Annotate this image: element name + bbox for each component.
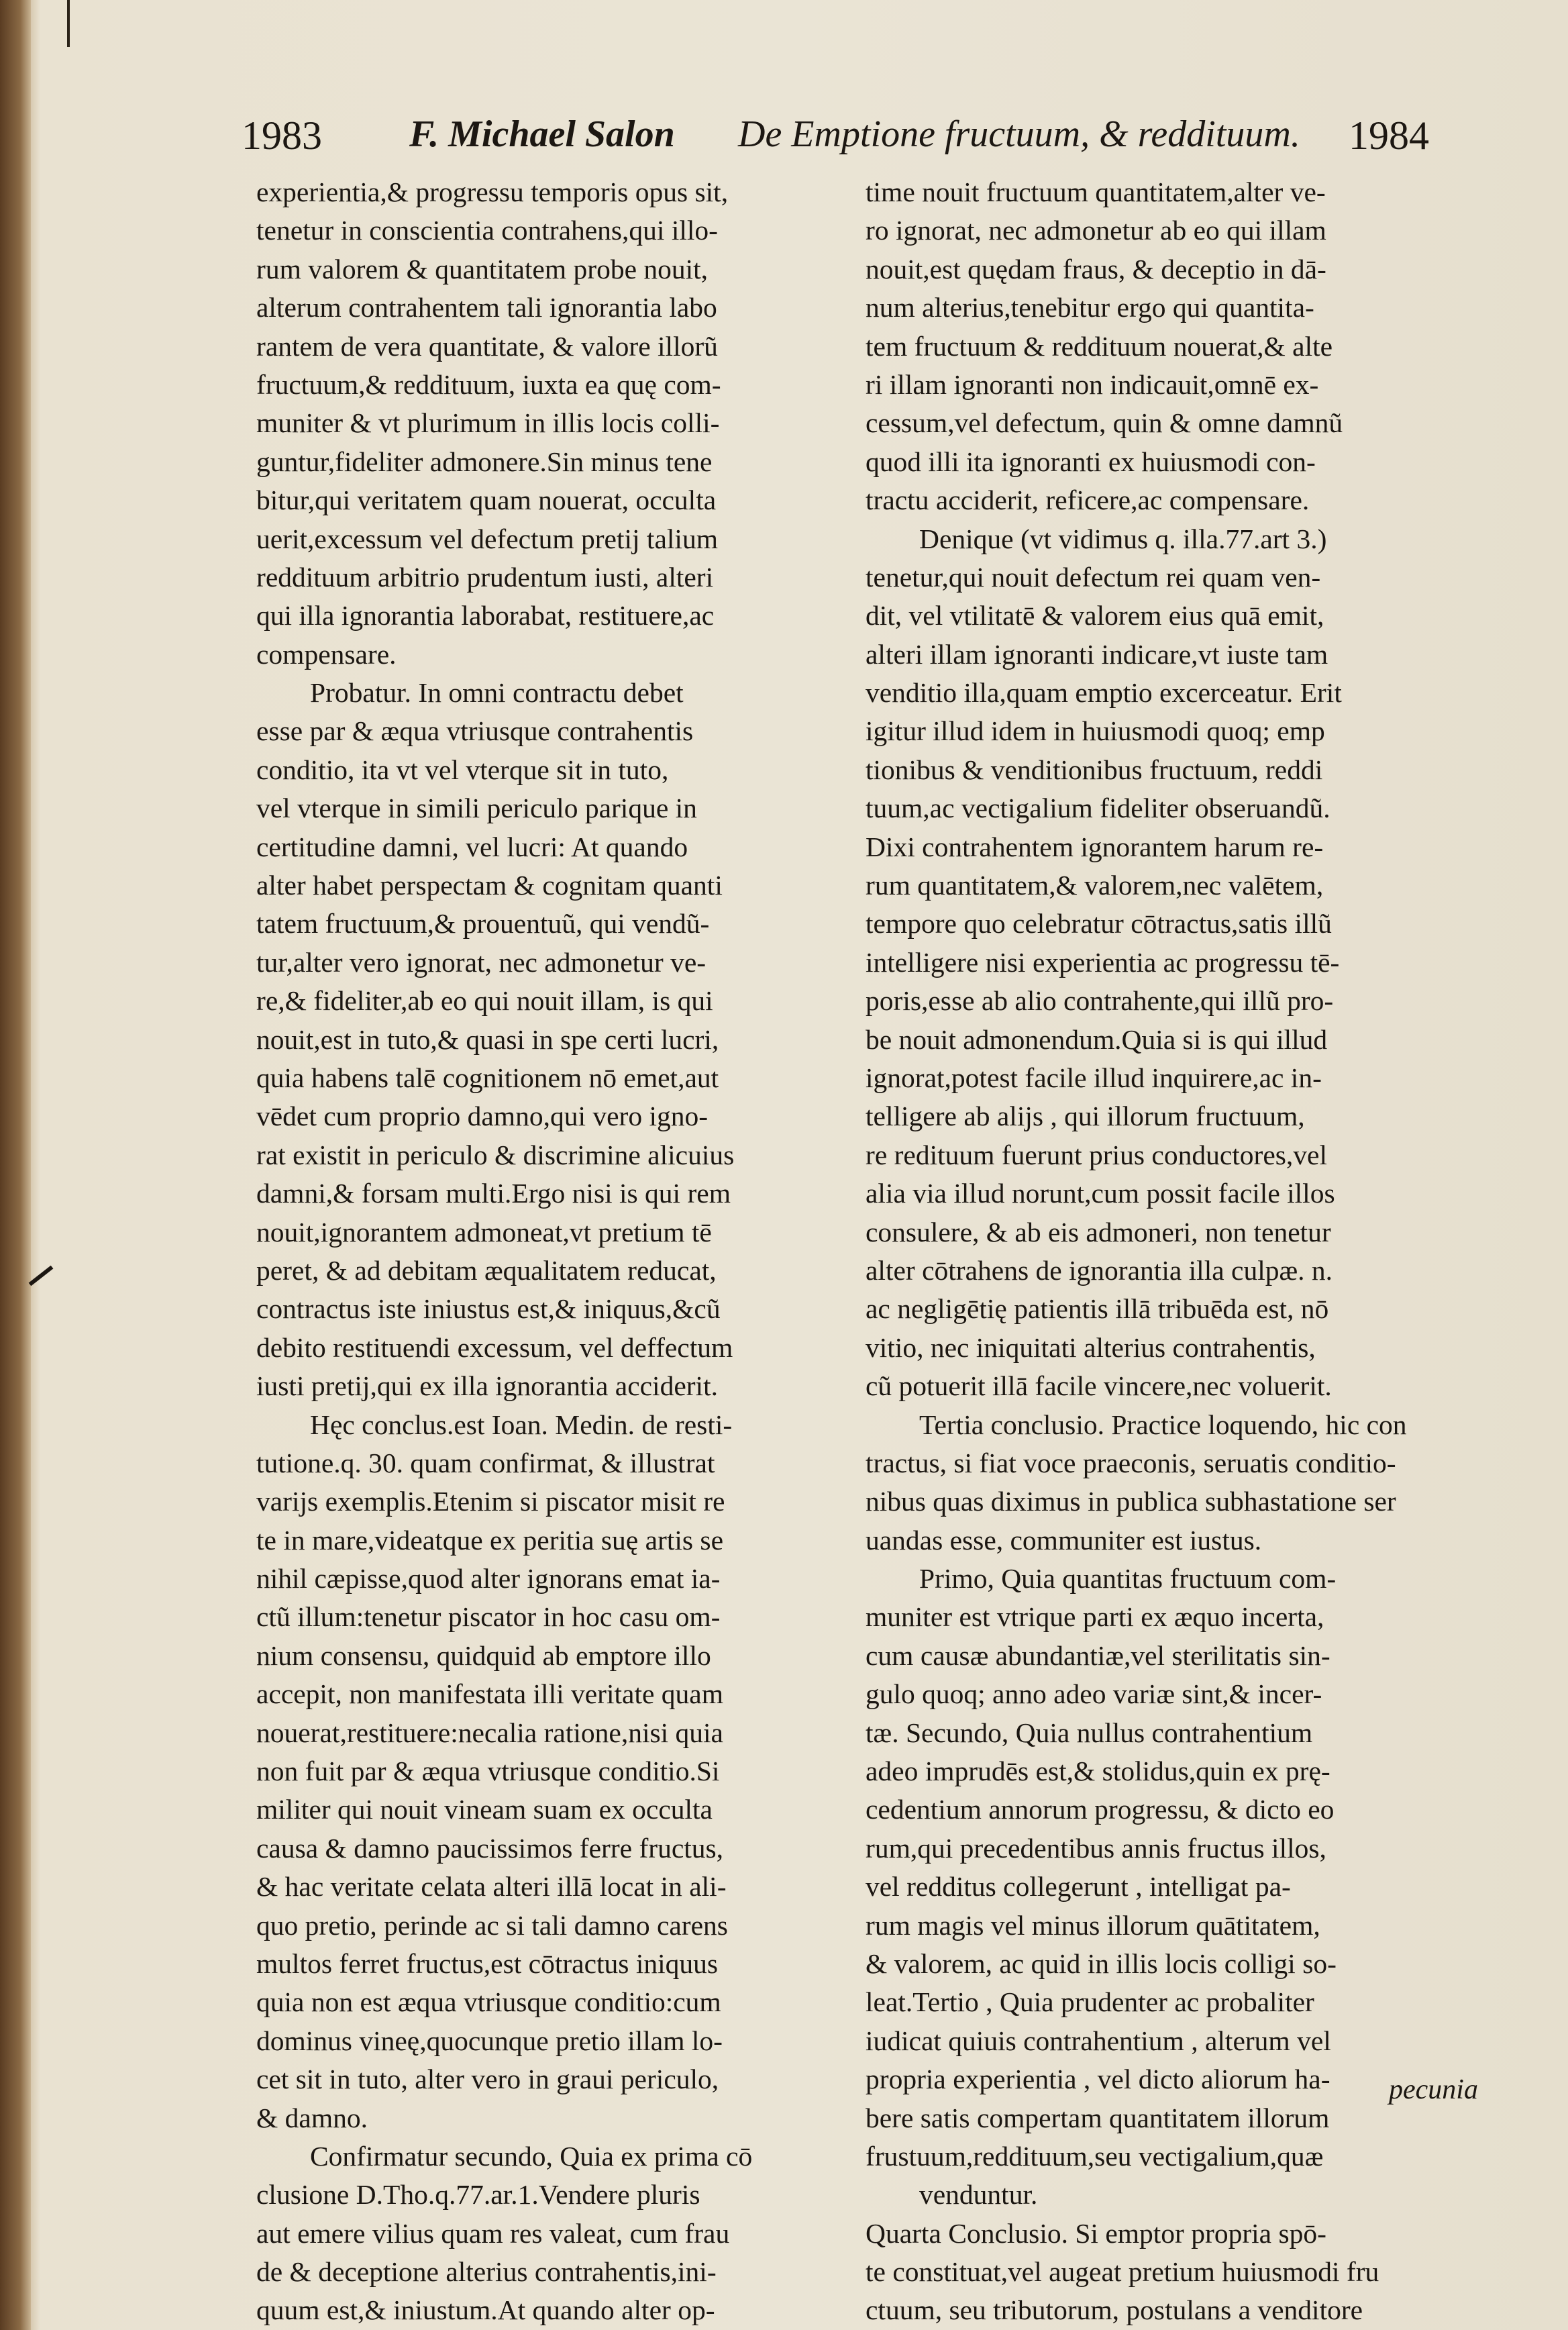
text-line: quia habens talē cognitionem nō emet,aut <box>256 1062 719 1093</box>
text-line: venditio illa,quam emptio excerceatur. Erit <box>866 677 1342 709</box>
text-line: ac negligētię patientis illā tribuēda est, nō <box>866 1293 1329 1325</box>
text-line: re,& fideliter,ab eo qui nouit illam, is qui <box>256 985 713 1017</box>
text-line: clusione D.Tho.q.77.ar.1.Vendere pluris <box>256 2179 700 2211</box>
text-line: dominus vineę,quocunque pretio illam lo- <box>256 2025 723 2056</box>
text-line: iusti pretij,qui ex illa ignorantia acciderit. <box>256 1370 718 1402</box>
text-line: Dixi contrahentem ignorantem harum re- <box>866 831 1324 862</box>
margin-stroke <box>29 1266 54 1286</box>
text-line: varijs exemplis.Etenim si piscator misit re <box>256 1486 725 1517</box>
text-line: cet sit in tuto, alter vero in graui periculo, <box>256 2064 719 2095</box>
margin-mark <box>67 0 70 47</box>
text-line: dit, vel vtilitatē & valorem eius quā emit, <box>866 600 1324 631</box>
text-line: reddituum arbitrio prudentum iusti, alteri <box>256 561 714 593</box>
text-line: & valorem, ac quid in illis locis colligi so- <box>866 1947 1337 1979</box>
text-line: telligere ab alijs , qui illorum fructuum, <box>866 1101 1305 1132</box>
book-spine <box>0 0 31 2330</box>
text-line: quia non est æqua vtriusque conditio:cum <box>256 1986 721 2018</box>
text-line: certitudine damni, vel lucri: At quando <box>256 831 688 862</box>
text-line: venduntur. <box>919 2179 1038 2211</box>
text-line: be nouit admonendum.Quia si is qui illud <box>866 1023 1328 1055</box>
text-line: cessum,vel defectum, quin & omne damnũ <box>866 407 1343 439</box>
text-line: ro ignorat, nec admonetur ab eo qui illam <box>866 215 1326 246</box>
text-line: tempore quo celebratur cōtractus,satis illũ <box>866 908 1332 940</box>
text-line: cum causæ abundantiæ,vel sterilitatis sin- <box>866 1639 1330 1671</box>
text-line: damni,& forsam multi.Ergo nisi is qui rem <box>256 1178 731 1209</box>
text-line: non fuit par & æqua vtriusque conditio.Si <box>256 1756 720 1787</box>
text-line: nouit,ignorantem admoneat,vt pretium tē <box>256 1216 712 1248</box>
text-line: uerit,excessum vel defectum pretij talium <box>256 523 718 554</box>
text-line: guntur,fideliter admonere.Sin minus tene <box>256 446 713 477</box>
text-line: rum,qui precedentibus annis fructus illos, <box>866 1832 1326 1864</box>
text-line: gulo quoq; anno adeo variæ sint,& incer- <box>866 1678 1322 1710</box>
text-line: rum magis vel minus illorum quātitatem, <box>866 1909 1320 1941</box>
text-line: militer qui nouit vineam suam ex occulta <box>256 1794 713 1825</box>
text-line: tionibus & venditionibus fructuum, reddi <box>866 754 1323 785</box>
right-text-column <box>866 173 1456 2330</box>
text-line: de & deceptione alterius contrahentis,ini- <box>256 2256 717 2288</box>
text-line: bere satis compertam quantitatem illorum <box>866 2102 1330 2133</box>
text-line: te constituat,vel augeat pretium huiusmodi fru <box>866 2256 1379 2288</box>
text-line: debito restituendi excessum, vel deffectum <box>256 1331 733 1363</box>
text-line: accepit, non manifestata illi veritate quam <box>256 1678 723 1710</box>
text-line: nouit,est in tuto,& quasi in spe certi lucri, <box>256 1023 719 1055</box>
text-line: rum valorem & quantitatem probe nouit, <box>256 253 709 285</box>
text-line: fructuum,& reddituum, iuxta ea quę com- <box>256 368 721 400</box>
text-line: frustuum,reddituum,seu vectigalium,quæ <box>866 2140 1324 2172</box>
text-line: tractus, si fiat voce praeconis, seruatis conditio- <box>866 1447 1396 1478</box>
text-line: tæ. Secundo, Quia nullus contrahentium <box>866 1717 1313 1748</box>
text-line: tenetur in conscientia contrahens,qui illo- <box>256 215 718 246</box>
text-line: te in mare,videatque ex peritia suę artis se <box>256 1524 723 1556</box>
text-line: ri illam ignoranti non indicauit,omnē ex- <box>866 368 1319 400</box>
text-line: alia via illud norunt,cum possit facile illos <box>866 1178 1335 1209</box>
author-heading: F. Michael Salon <box>409 113 675 155</box>
text-line: cũ potuerit illā facile vincere,nec voluerit. <box>866 1370 1332 1402</box>
text-line: bitur,qui veritatem quam nouerat, occulta <box>256 485 717 516</box>
text-line: vitio, nec iniquitati alterius contrahentis, <box>866 1331 1316 1363</box>
text-line: quod illi ita ignoranti ex huiusmodi con- <box>866 446 1316 477</box>
text-line: experientia,& progressu temporis opus sit, <box>256 176 729 207</box>
text-line: Primo, Quia quantitas fructuum com- <box>919 1563 1337 1594</box>
text-line: ignorat,potest facile illud inquirere,ac in- <box>866 1062 1322 1093</box>
text-line: quum est,& iniustum.At quando alter op- <box>256 2294 715 2326</box>
text-line: iudicat quiuis contrahentium , alterum vel <box>866 2025 1331 2056</box>
text-line: propria experientia , vel dicto aliorum ha- <box>866 2064 1330 2095</box>
text-line: tatem fructuum,& prouentuũ, qui vendũ- <box>256 908 710 940</box>
running-title: De Emptione fructuum, & reddituum. <box>738 113 1300 155</box>
left-text-column <box>256 173 833 2330</box>
text-line: muniter & vt plurimum in illis locis colli- <box>256 407 720 439</box>
text-line: aut emere vilius quam res valeat, cum frau <box>256 2217 730 2249</box>
text-line: Quarta Conclusio. Si emptor propria spō- <box>866 2217 1326 2249</box>
right-page-number: 1984 <box>1349 113 1429 158</box>
text-line: esse par & æqua vtriusque contrahentis <box>256 715 694 747</box>
text-line: tutione.q. 30. quam confirmat, & illustrat <box>256 1447 715 1478</box>
text-line: compensare. <box>256 638 397 670</box>
text-line: rat existit in periculo & discrimine alicuius <box>256 1139 735 1170</box>
text-line: Hęc conclus.est Ioan. Medin. de resti- <box>310 1409 733 1440</box>
text-line: consulere, & ab eis admoneri, non tenetur <box>866 1216 1331 1248</box>
text-line: qui illa ignorantia laborabat, restituere,ac <box>256 600 715 631</box>
text-line: vel redditus collegerunt , intelligat pa- <box>866 1871 1291 1903</box>
text-line: time nouit fructuum quantitatem,alter ve- <box>866 176 1326 207</box>
text-line: igitur illud idem in huiusmodi quoq; emp <box>866 715 1325 747</box>
left-page-number: 1983 <box>242 113 322 158</box>
text-line: quo pretio, perinde ac si tali damno carens <box>256 1909 728 1941</box>
text-line: adeo imprudēs est,& stolidus,quin ex prę- <box>866 1756 1330 1787</box>
text-line: nouit,est quędam fraus, & deceptio in dā- <box>866 253 1326 285</box>
text-line: contractus iste iniustus est,& iniquus,&cũ <box>256 1293 721 1325</box>
text-line: multos ferret fructus,est cōtractus iniquus <box>256 1947 719 1979</box>
text-line: & hac veritate celata alteri illā locat in ali- <box>256 1871 727 1903</box>
text-line: Denique (vt vidimus q. illa.77.art 3.) <box>919 523 1327 554</box>
text-line: nouerat,restituere:necalia ratione,nisi quia <box>256 1717 723 1748</box>
text-line: Probatur. In omni contractu debet <box>310 677 684 709</box>
text-line: & damno. <box>256 2102 368 2133</box>
text-line: ctũ illum:tenetur piscator in hoc casu om- <box>256 1601 721 1633</box>
text-line: uandas esse, communiter est iustus. <box>866 1524 1262 1556</box>
text-line: conditio, ita vt vel vterque sit in tuto, <box>256 754 669 785</box>
running-header <box>242 113 1436 166</box>
text-line: tem fructuum & reddituum nouerat,& alte <box>866 330 1333 362</box>
text-line: intelligere nisi experientia ac progressu tē- <box>866 946 1340 978</box>
text-line: poris,esse ab alio contrahente,qui illũ pro- <box>866 985 1334 1017</box>
text-line: nibus quas diximus in publica subhastatione ser <box>866 1486 1396 1517</box>
text-line: causa & damno paucissimos ferre fructus, <box>256 1832 724 1864</box>
text-line: cedentium annorum progressu, & dicto eo <box>866 1794 1335 1825</box>
text-line: nihil cæpisse,quod alter ignorans emat ia- <box>256 1563 721 1594</box>
catchword: pecunia <box>1389 2074 1478 2105</box>
text-line: vēdet cum proprio damno,qui vero igno- <box>256 1101 709 1132</box>
text-line: rantem de vera quantitate, & valore illorũ <box>256 330 718 362</box>
text-line: re redituum fuerunt prius conductores,vel <box>866 1139 1327 1170</box>
text-line: alteri illam ignoranti indicare,vt iuste tam <box>866 638 1328 670</box>
text-line: muniter est vtrique parti ex æquo incerta, <box>866 1601 1324 1633</box>
text-line: tractu acciderit, reficere,ac compensare. <box>866 485 1310 516</box>
text-line: leat.Tertio , Quia prudenter ac probaliter <box>866 1986 1314 2018</box>
text-line: vel vterque in simili periculo parique in <box>256 793 697 824</box>
text-line: peret, & ad debitam æqualitatem reducat, <box>256 1254 717 1286</box>
text-line: Tertia conclusio. Practice loquendo, hic con <box>919 1409 1407 1440</box>
text-line: alterum contrahentem tali ignorantia labo <box>256 292 717 323</box>
text-line: ctuum, seu tributorum, postulans a venditore <box>866 2294 1363 2326</box>
text-line: rum quantitatem,& valorem,nec valētem, <box>866 870 1324 901</box>
text-line: nium consensu, quidquid ab emptore illo <box>256 1639 711 1671</box>
text-line: alter cōtrahens de ignorantia illa culpæ. n. <box>866 1254 1333 1286</box>
text-line: num alterius,tenebitur ergo qui quantita- <box>866 292 1314 323</box>
text-line: tuum,ac vectigalium fideliter obseruandũ. <box>866 793 1330 824</box>
text-line: Confirmatur secundo, Quia ex prima cō <box>310 2140 753 2172</box>
text-line: tenetur,qui nouit defectum rei quam ven- <box>866 561 1321 593</box>
text-line: tur,alter vero ignorat, nec admonetur ve- <box>256 946 707 978</box>
text-line: alter habet perspectam & cognitam quanti <box>256 870 723 901</box>
